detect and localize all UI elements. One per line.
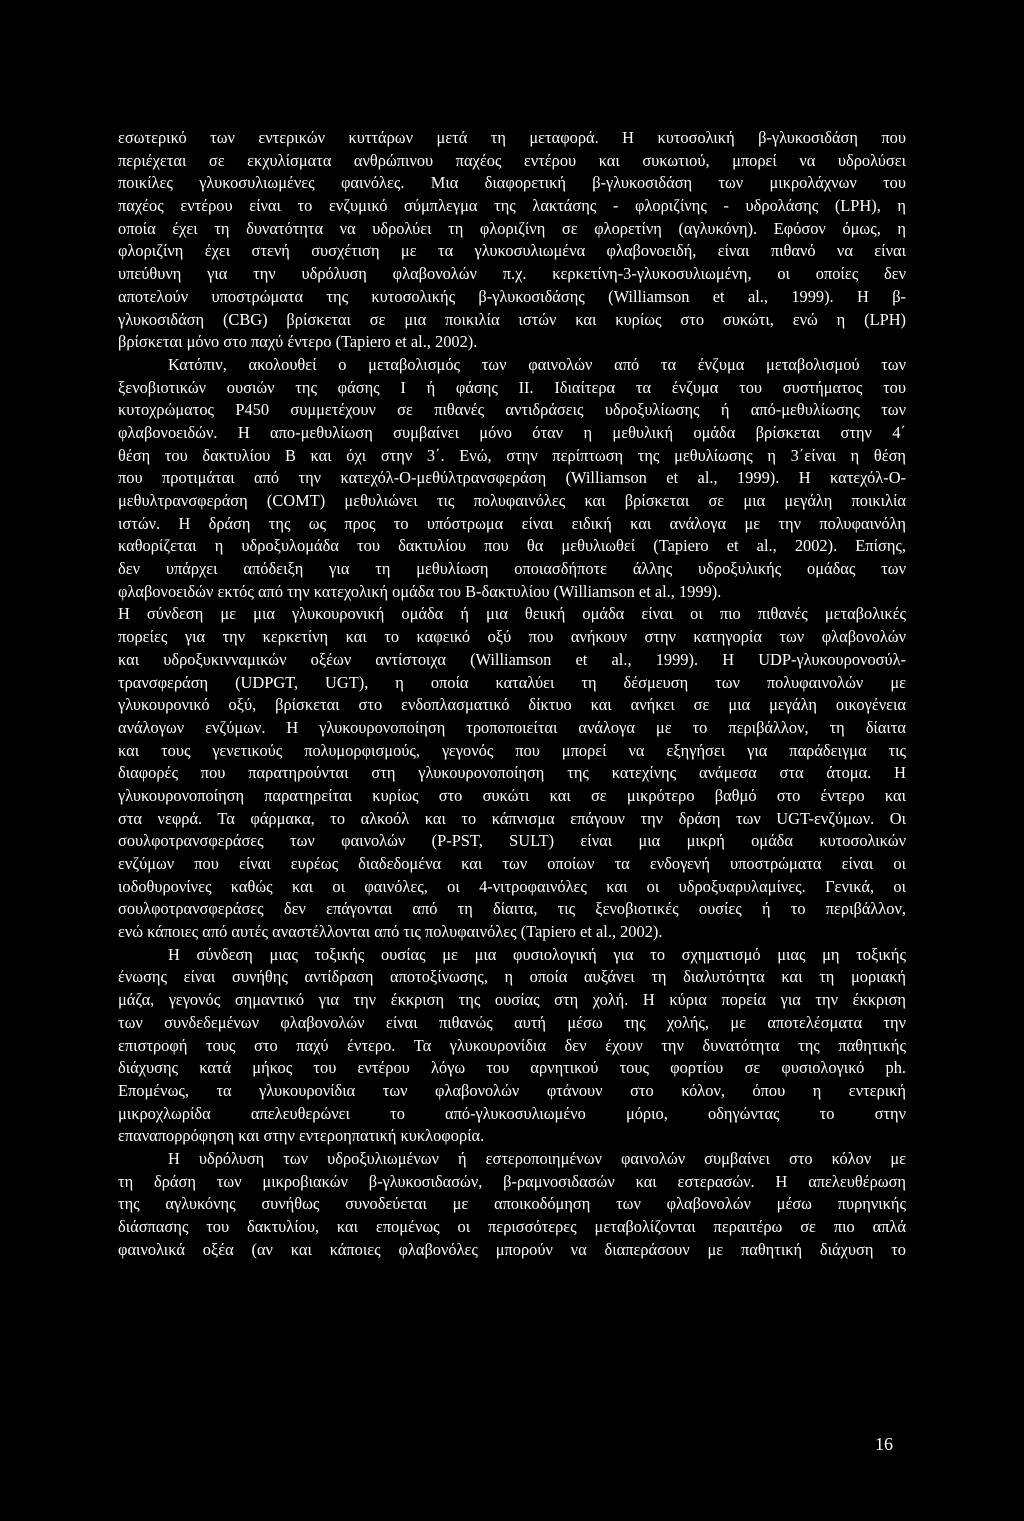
text-line: Η σύνδεση μιας τοξικής ουσίας με μια φυσιολογική για το σχηματισμό μιας μη τοξικής xyxy=(168,944,906,964)
text-line: πορείες για την κερκετίνη και το καφεικό οξύ που ανήκουν στην κατηγορία των φλαβονολών xyxy=(118,627,906,647)
text-line: ποικίλες γλυκοσυλιωμένες φαινόλες. Μια διαφορετική β-γλυκοσιδάση των μικρολάχνων του xyxy=(118,173,906,193)
text-line: ένωσης είναι συνήθης αντίδραση αποτοξίνωσης, η οποία αυξάνει τη διαλυτότητα και τη μοριακή xyxy=(118,967,906,987)
text-line: Κατόπιν, ακολουθεί ο μεταβολισμός των φαινολών από τα ένζυμα μεταβολισμού των xyxy=(168,354,906,374)
text-line: των συνδεδεμένων φλαβονολών είναι πιθανώς αυτή μέσω της χολής, με αποτελέσματα την xyxy=(118,1012,906,1032)
text-line: οποία έχει τη δυνατότητα να υδρολύει τη φλοριζίνη σε φλορετίνη (αγλυκόνη). Εφόσον όμως, η xyxy=(118,218,906,238)
text-line: παχέος εντέρου είναι το ενζυμικό σύμπλεγμα της λακτάσης - φλοριζίνης - υδρολάσης (LPH), η xyxy=(118,196,906,216)
text-line: επαναπορρόφηση και στην εντεροηπατική κυκλοφορία. xyxy=(118,1126,485,1146)
text-line: ενζύμων που είναι ευρέως διαδεδομένα και των οποίων τα ενδογενή υποστρώματα είναι οι xyxy=(118,854,906,873)
text-line: φλαβονοειδών εκτός από την κατεχολική ομάδα του Β-δακτυλίου (Williamson et al., 1999). xyxy=(118,581,722,601)
text-line: καθορίζεται η υδροξυλομάδα του δακτυλίου που θα μεθυλιωθεί (Tapiero et al., 2002). Επίσης, xyxy=(118,536,906,556)
text-line: σουλφοτρανσφεράσες δεν επάγονται από τη δίαιτα, τις ξενοβιοτικές ουσίες ή το περιβάλλον, xyxy=(118,899,906,919)
text-line: τρανσφεράση (UDPGT, UGT), η οποία καταλύει τη δέσμευση των πολυφαινολών με xyxy=(118,672,906,692)
body-text xyxy=(118,127,906,1261)
text-line: δεν υπάρχει απόδειξη για τη μεθυλίωση οποιασδήποτε άλλης υδροξυλικής ομάδας των xyxy=(118,559,906,579)
text-line: θέση του δακτυλίου Β και όχι στην 3΄. Ενώ, στην περίπτωση της μεθυλίωσης η 3΄είναι η θέση xyxy=(118,445,906,465)
text-line: ενώ κάποιες από αυτές αναστέλλονται από τις πολυφαινόλες (Tapiero et al., 2002). xyxy=(118,922,663,942)
text-line: ξενοβιοτικών ουσιών της φάσης Ι ή φάσης ΙΙ. Ιδιαίτερα τα ένζυμα του συστήματος του xyxy=(118,377,906,397)
page-number: 16 xyxy=(875,1434,893,1454)
text-line: μικροχλωρίδα απελευθερώνει το από-γλυκοσυλιωμένο μόριο, οδηγώντας το στην xyxy=(118,1103,906,1123)
text-line: υπεύθυνη για την υδρόλυση φλαβονολών π.χ. κερκετίνη-3-γλυκοσυλιωμένη, οι οποίες δεν xyxy=(118,264,906,284)
text-line: ιστών. Η δράση της ως προς το υπόστρωμα είναι ειδική και ανάλογα με την πολυφαινόλη xyxy=(118,513,906,533)
text-line: τη δράση των μικροβιακών β-γλυκοσιδασών, β-ραμνοσιδασών και εστερασών. Η απελευθέρωση xyxy=(118,1171,906,1191)
text-line: μάζα, γεγονός σημαντικό για την έκκριση της ουσίας στη χολή. Η κύρια πορεία για την έκκριση xyxy=(118,990,906,1010)
text-line: διαφορές που παρατηρούνται στη γλυκουρονοποίηση της κατεχίνης ανάμεσα στα άτομα. Η xyxy=(118,763,906,783)
text-line: και τους γενετικούς πολυμορφισμούς, γεγονός που μπορεί να εξηγήσει για παράδειγμα τις xyxy=(118,740,906,760)
text-line: και υδροξυκινναμικών οξέων αντίστοιχα (Williamson et al., 1999). Η UDP-γλυκουρονοσύλ- xyxy=(118,649,906,669)
text-line: Η σύνδεση με μια γλυκουρονική ομάδα ή μια θειική ομάδα είναι οι πιο πιθανές μεταβολικές xyxy=(118,604,906,624)
text-line: γλυκουρονοποίηση παρατηρείται κυρίως στο συκώτι και σε μικρότερο βαθμό στο έντερο και xyxy=(118,785,906,805)
text-line: μεθυλτρανσφεράση (COMT) μεθυλιώνει τις πολυφαινόλες και βρίσκεται σε μια μεγάλη ποικιλία xyxy=(118,491,906,510)
text-line: κυτοχρώματος P450 συμμετέχουν σε πιθανές αντιδράσεις υδροξυλίωσης ή από-μεθυλίωσης των xyxy=(118,400,906,420)
text-line: διάσπασης του δακτυλίου, και επομένως οι περισσότερες μεταβολίζονται περαιτέρω σε πιο απλά xyxy=(118,1217,906,1236)
text-line: σουλφοτρανσφεράσες των φαινολών (P-PST, SULT) είναι μια μικρή ομάδα κυτοσολικών xyxy=(118,831,906,851)
text-line: ιοδοθυρονίνες καθώς και οι φαινόλες, οι 4-νιτροφαινόλες και οι υδροξυαρυλαμίνες. Γενικά, οι xyxy=(118,876,906,896)
text-line: γλυκουρονικό οξύ, βρίσκεται στο ενδοπλασματικό δίκτυο και ανήκει σε μια μεγάλη οικογένεια xyxy=(118,695,906,715)
text-line: περιέχεται σε εκχυλίσματα ανθρώπινου παχέος εντέρου και συκωτιού, μπορεί να υδρολύσει xyxy=(118,150,906,170)
text-line: ανάλογων ενζύμων. Η γλυκουρονοποίηση τροποποιείται ανάλογα με το περιβάλλον, τη δίαιτα xyxy=(118,717,906,737)
text-line: στα νεφρά. Τα φάρμακα, το αλκοόλ και το κάπνισμα επάγουν την δράση των UGT-ενζύμων. Οι xyxy=(118,808,906,828)
text-line: φλοριζίνη έχει στενή συσχέτιση με τα γλυκοσυλιωμένα φλαβονοειδή, είναι πιθανό να είναι xyxy=(118,241,906,261)
text-line: εσωτερικό των εντερικών κυττάρων μετά τη μεταφορά. Η κυτοσολική β-γλυκοσιδάση που xyxy=(118,128,906,147)
text-line: βρίσκεται μόνο στο παχύ έντερο (Tapiero et al., 2002). xyxy=(118,332,478,352)
text-line: φαινολικά οξέα (αν και κάποιες φλαβονόλες μπορούν να διαπεράσουν με παθητική διάχυση το xyxy=(118,1239,906,1259)
text-line: της αγλυκόνης συνήθως συνοδεύεται με αποικοδόμηση των φλαβονολών μέσω πυρηνικής xyxy=(118,1194,906,1214)
text-line: φλαβονοειδών. Η απο-μεθυλίωση συμβαίνει μόνο όταν η μεθυλική ομάδα βρίσκεται στην 4΄ xyxy=(118,422,906,442)
text-line: Επομένως, τα γλυκουρονίδια των φλαβονολών φτάνουν στο κόλον, όπου η εντερική xyxy=(118,1080,906,1100)
text-line: Η υδρόλυση των υδροξυλιωμένων ή εστεροποιημένων φαινολών συμβαίνει στο κόλον με xyxy=(168,1148,906,1168)
text-line: διάχυσης κατά μήκος του εντέρου λόγω του αρνητικού τους φορτίου σε φυσιολογικό ph. xyxy=(118,1058,906,1078)
text-line: που προτιμάται από την κατεχόλ-Ο-μεθύλτρανσφεράση (Williamson et al., 1999). Η κατεχόλ-Ο- xyxy=(118,468,906,488)
text-line: αποτελούν υποστρώματα της κυτοσολικής β-γλυκοσιδάσης (Williamson et al., 1999). Η β- xyxy=(118,286,906,306)
text-line: επιστροφή τους στο παχύ έντερο. Τα γλυκουρονίδια δεν έχουν την δυνατότητα της παθητικής xyxy=(118,1035,906,1055)
text-line: γλυκοσιδάση (CBG) βρίσκεται σε μια ποικιλία ιστών και κυρίως στο συκώτι, ενώ η (LPH) xyxy=(118,309,906,329)
